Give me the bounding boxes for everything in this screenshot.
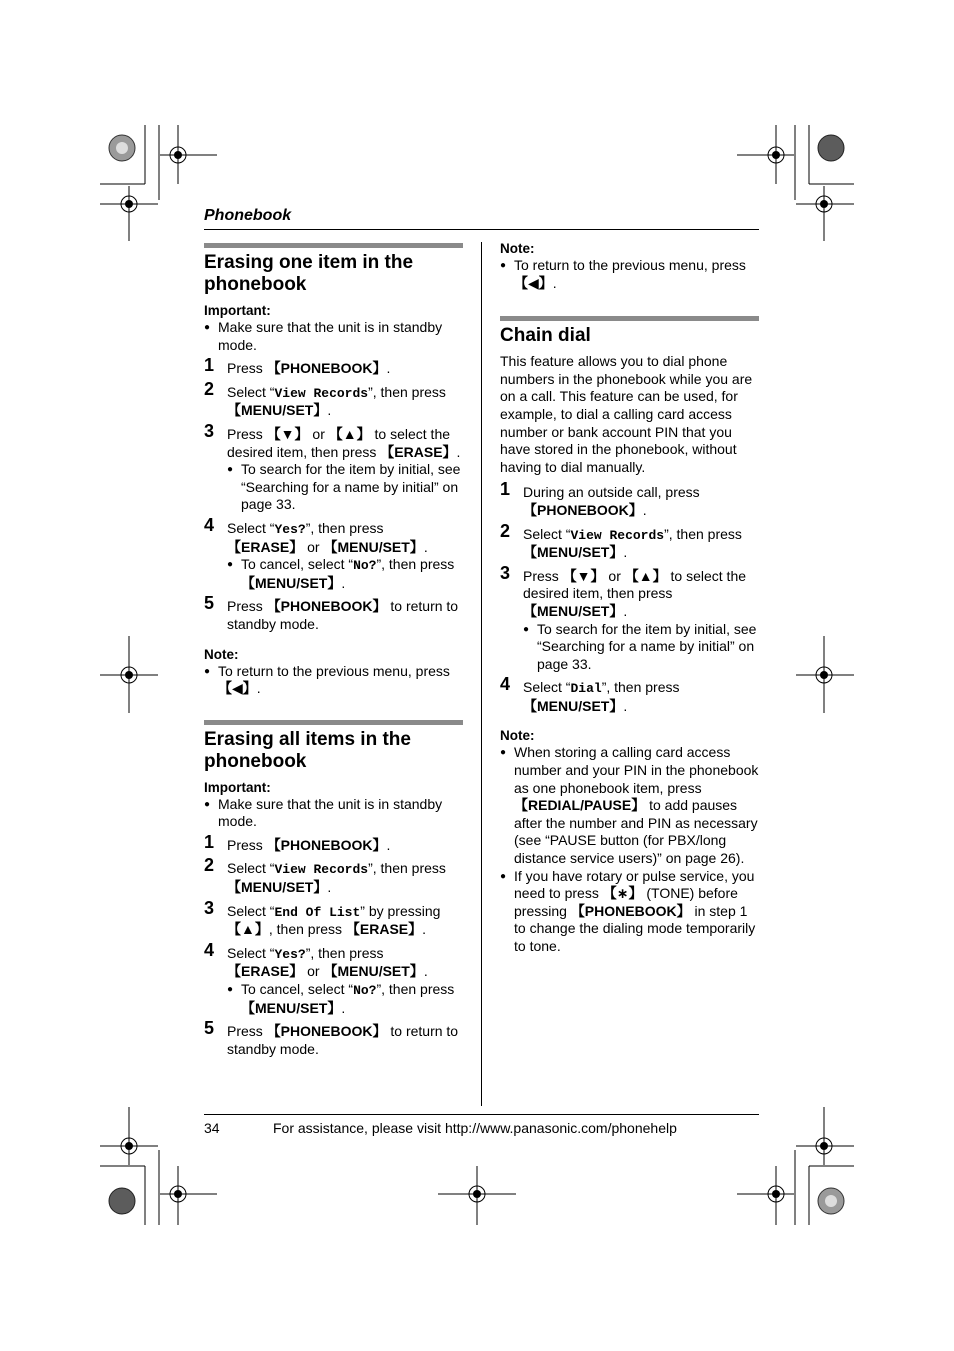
page-number: 34 <box>204 1120 220 1136</box>
left-column <box>204 243 463 1058</box>
important-label: Important: <box>204 303 271 318</box>
section-bar <box>204 243 463 248</box>
important-bullet: ● Make sure that the unit is in standby mode. <box>204 796 463 831</box>
step-3: 3 Press 【▼】 or 【▲】 to select the desired item, then press 【MENU/SET】. ● To search for the item by initial, see “Searching for a name by initial” on page 33. <box>500 568 759 674</box>
section-title-erase-one: Erasing one item in the phonebook <box>204 252 414 295</box>
note-bullet: ● When storing a calling card access number and your PIN in the phonebook as one phonebook item, press 【REDIAL/PAUSE】 to add pauses after the number and PIN as necessary (see “PAUSE button (for PBX/long distance service users)” on page 26). <box>500 744 759 867</box>
section-title-chain-dial: Chain dial <box>500 325 591 347</box>
section-bar <box>500 316 759 321</box>
note-label: Note: <box>500 241 535 256</box>
step-bullet: ● To search for the item by initial, see “Searching for a name by initial” on page 33. <box>227 461 463 514</box>
important-label: Important: <box>204 779 271 795</box>
section-bar <box>204 720 463 725</box>
section-title-erase-all: Erasing all items in the phonebook <box>204 728 411 772</box>
step-1: 1 Press 【PHONEBOOK】. <box>204 355 391 377</box>
footer-rule <box>204 1114 759 1115</box>
step-bullet: ● To cancel, select “No?”, then press 【MENU/SET】. <box>227 981 463 1017</box>
step-5: 5 Press 【PHONEBOOK】 to return to standby mode. <box>204 593 459 632</box>
note-label: Note: <box>204 646 239 662</box>
note-label: Note: <box>500 728 535 744</box>
header-rule <box>204 229 759 230</box>
step-2: 2 Select “View Records”, then press 【MENU/SET】. <box>204 855 446 896</box>
step-1: 1 Press 【PHONEBOOK】. <box>204 831 391 853</box>
step-5: 5 Press 【PHONEBOOK】 to return to standby mode. <box>204 1018 459 1057</box>
right-column <box>500 240 759 956</box>
note-bullet: ● If you have rotary or pulse service, you need to press 【∗】 (TONE) before pressing 【PHONEBOOK】 in step 1 to change the dialing mode temporarily to tone. <box>500 868 759 956</box>
note-bullet: ● To return to the previous menu, press 【◀】. <box>204 663 463 698</box>
step-2: 2 Select “View Records”, then press 【MENU/SET】. <box>204 378 446 419</box>
step-bullet: ● To search for the item by initial, see “Searching for a name by initial” on page 33. <box>523 621 759 674</box>
important-bullet: ● Make sure that the unit is in standby mode. <box>204 319 463 354</box>
chain-dial-intro: This feature allows you to dial phone numbers in the phonebook while you are on a call. This feature can be used, for example, to dial a calling card access number or bank account PIN that you have stored in the phonebook, without having to dial manually. <box>500 353 753 475</box>
step-4: 4 Select “Dial”, then press 【MENU/SET】. <box>500 674 680 714</box>
assistance-text: For assistance, please visit http://www.panasonic.com/phonehelp <box>273 1120 677 1136</box>
step-1: 1 During an outside call, press 【PHONEBOOK】. <box>500 479 700 518</box>
step-3: 3 Select “End Of List” by pressing 【▲】, then press 【ERASE】. <box>204 897 441 938</box>
column-divider <box>481 242 482 1106</box>
step-4: 4 Select “Yes?”, then press 【ERASE】 or 【MENU/SET】. ● To cancel, select “No?”, then press 【MENU/SET】. <box>204 520 463 592</box>
running-header: Phonebook <box>204 207 292 224</box>
step-4: 4 Select “Yes?”, then press 【ERASE】 or 【MENU/SET】. ● To cancel, select “No?”, then press 【MENU/SET】. <box>204 945 463 1017</box>
step-2: 2 Select “View Records”, then press 【MENU/SET】. <box>500 520 742 561</box>
step-3: 3 Press 【▼】 or 【▲】 to select the desired item, then press 【ERASE】. ● To search for the item by initial, see “Searching for a name by initial” on page 33. <box>204 426 463 514</box>
note-bullet: ● To return to the previous menu, press 【◀】. <box>500 257 759 292</box>
step-bullet: ● To cancel, select “No?”, then press 【MENU/SET】. <box>227 556 463 592</box>
